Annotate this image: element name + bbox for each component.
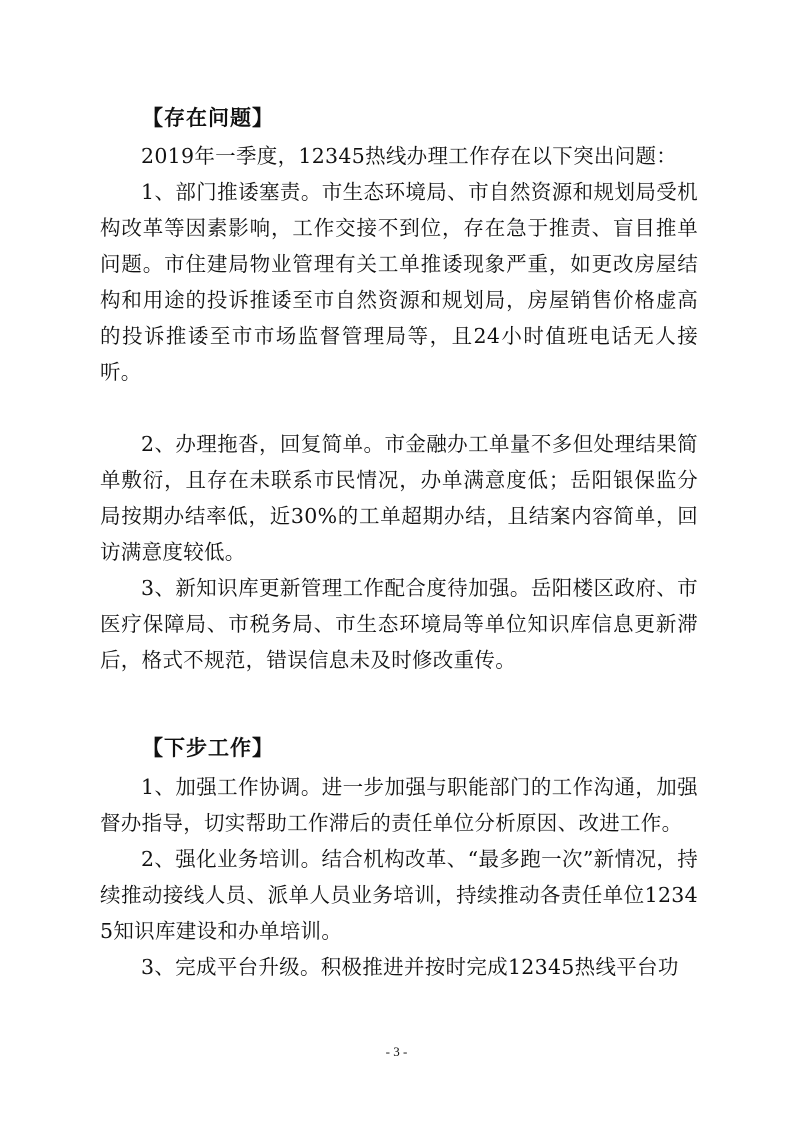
problem-item-2: 2、办理拖沓，回复简单。市金融办工单量不多但处理结果简单敷衍，且存在未联系市民情况，办单满意度低；岳阳银保监分局按期办结率低，近30%的工单超期办结，且结案内容简单，回访满意度较低。 (100, 432, 698, 564)
intro-paragraph: 2019年一季度，12345热线办理工作存在以下突出问题： (141, 144, 678, 168)
next-step-item-2: 2、强化业务培训。结合机构改革、“最多跑一次”新情况，持续推动接线人员、派单人员业务培训，持续推动各责任单位12345知识库建设和办单培训。 (100, 847, 698, 943)
section-heading-problems: 【存在问题】 (142, 106, 274, 130)
problem-item-1: 1、部门推诿塞责。市生态环境局、市自然资源和规划局受机构改革等因素影响，工作交接不到位，存在急于推责、盲目推单问题。市住建局物业管理有关工单推诿现象严重，如更改房屋结构和用途的投诉推诿至市自然资源和规划局，房屋销售价格虚高的投诉推诿至市市场监督管理局等，且24小时值班电话无人接听。 (100, 180, 698, 384)
next-step-item-3: 3、完成平台升级。积极推进并按时完成12345热线平台功 (141, 955, 679, 979)
page-number: - 3 - (385, 1044, 408, 1059)
problem-item-3: 3、新知识库更新管理工作配合度待加强。岳阳楼区政府、市医疗保障局、市税务局、市生态环境局等单位知识库信息更新滞后，格式不规范，错误信息未及时修改重传。 (100, 576, 698, 672)
section-heading-next-steps: 【下步工作】 (142, 736, 274, 760)
next-step-item-1: 1、加强工作协调。进一步加强与职能部门的工作沟通，加强督办指导，切实帮助工作滞后的责任单位分析原因、改进工作。 (100, 775, 698, 835)
